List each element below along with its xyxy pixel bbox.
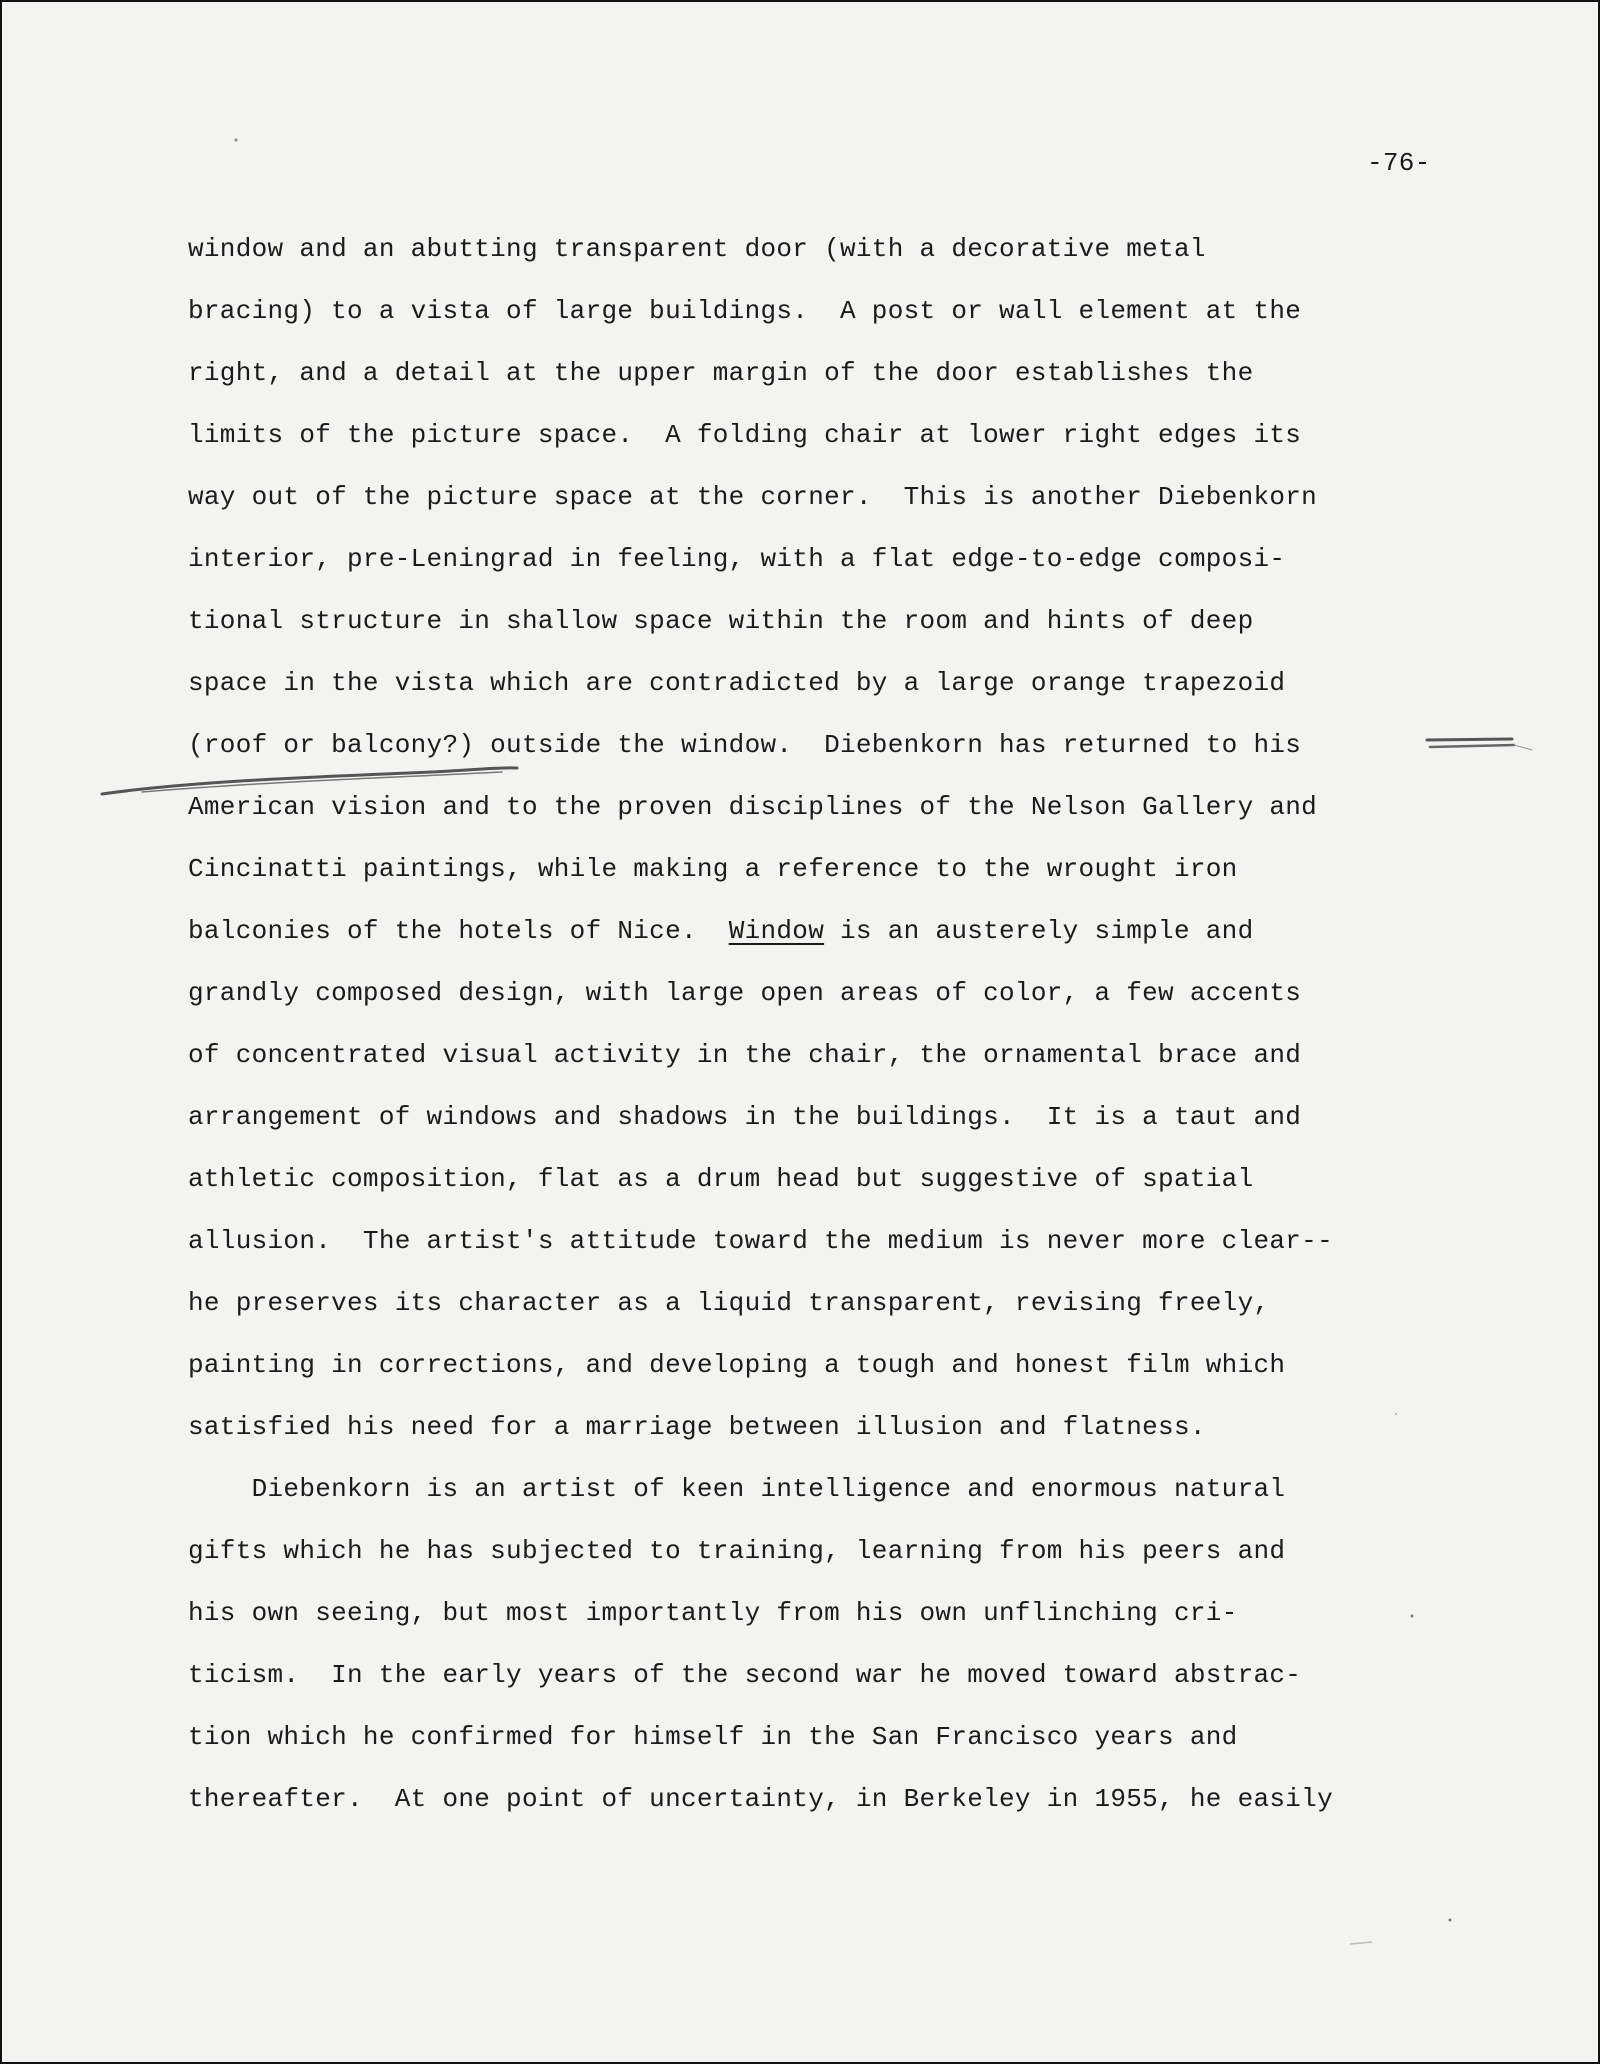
text-line: tional structure in shallow space within the room and hints of deep xyxy=(188,606,1254,636)
text-line: painting in corrections, and developing a tough and honest film which xyxy=(188,1350,1286,1380)
text-line: ticism. In the early years of the second war he moved toward abstrac- xyxy=(188,1660,1302,1690)
text-line: interior, pre-Leningrad in feeling, with a flat edge-to-edge composi- xyxy=(188,544,1286,574)
page-number: -76- xyxy=(1367,148,1431,178)
text-line: window and an abutting transparent door (with a decorative metal xyxy=(188,234,1206,264)
text-line: he preserves its character as a liquid transparent, revising freely, xyxy=(188,1288,1270,1318)
text-line: athletic composition, flat as a drum head but suggestive of spatial xyxy=(188,1164,1254,1194)
text-line: of concentrated visual activity in the chair, the ornamental brace and xyxy=(188,1040,1302,1070)
text-line: his own seeing, but most importantly from his own unflinching cri- xyxy=(188,1598,1238,1628)
text-line: allusion. The artist's attitude toward the medium is never more clear-- xyxy=(188,1226,1333,1256)
text-line: way out of the picture space at the corner. This is another Diebenkorn xyxy=(188,482,1318,512)
text-line: satisfied his need for a marriage between illusion and flatness. xyxy=(188,1412,1206,1442)
text-line: balconies of the hotels of Nice. Window is an austerely simple and xyxy=(188,916,1254,946)
text-line: bracing) to a vista of large buildings. A post or wall element at the xyxy=(188,296,1302,326)
document-page xyxy=(2,2,1598,2062)
text-line: thereafter. At one point of uncertainty, in Berkeley in 1955, he easily xyxy=(188,1784,1333,1814)
underlined-title: Window xyxy=(728,916,825,946)
text-line: limits of the picture space. A folding chair at lower right edges its xyxy=(188,420,1302,450)
text-line: arrangement of windows and shadows in the buildings. It is a taut and xyxy=(188,1102,1302,1132)
body-text xyxy=(2,2,1598,2062)
text-line: grandly composed design, with large open areas of color, a few accents xyxy=(188,978,1302,1008)
text-line: tion which he confirmed for himself in the San Francisco years and xyxy=(188,1722,1238,1752)
text-line: right, and a detail at the upper margin of the door establishes the xyxy=(188,358,1254,388)
text-line: Cincinatti paintings, while making a reference to the wrought iron xyxy=(188,854,1238,884)
text-line: Diebenkorn is an artist of keen intelligence and enormous natural xyxy=(188,1474,1286,1504)
text-line: gifts which he has subjected to training, learning from his peers and xyxy=(188,1536,1286,1566)
text-line: (roof or balcony?) outside the window. Diebenkorn has returned to his xyxy=(188,730,1302,760)
text-line: space in the vista which are contradicted by a large orange trapezoid xyxy=(188,668,1286,698)
text-line: American vision and to the proven disciplines of the Nelson Gallery and xyxy=(188,792,1318,822)
